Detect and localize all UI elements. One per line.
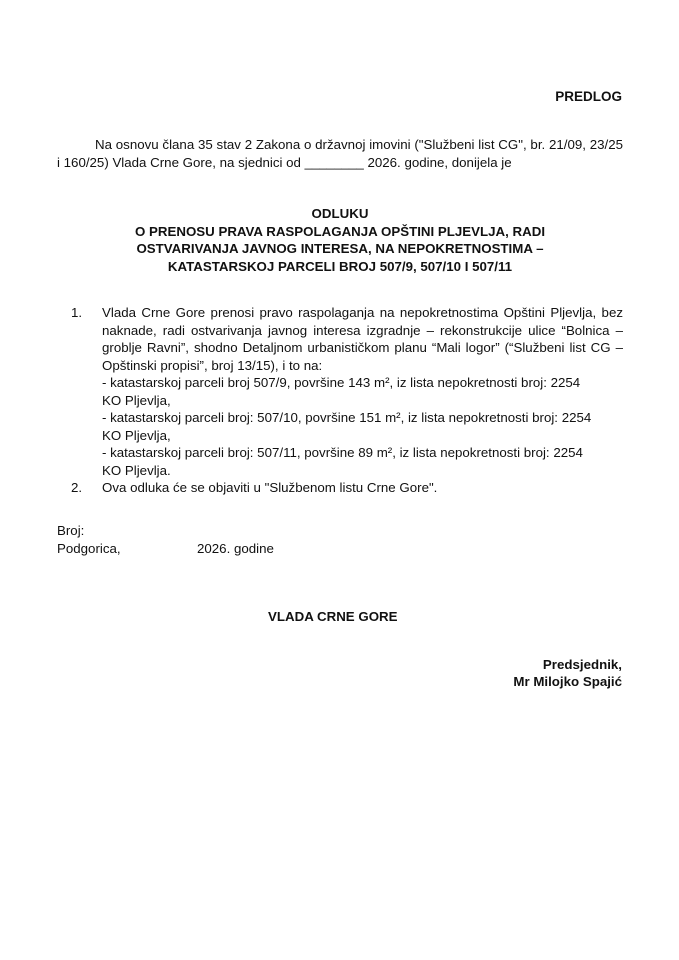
article-number: 1. <box>71 305 83 320</box>
parcel-line-2: KO Pljevlja, <box>102 392 171 408</box>
preamble <box>57 136 623 171</box>
parcel-item <box>80 409 623 444</box>
article-text: Vlada Crne Gore prenosi pravo raspolaganja na nepokretnostima Opštini Pljevlja, bez naknade, radi ostvarivanja javnog interesa izgradnje – rekonstrukcije ulice “Bolnica – groblje Ravni”, shodno Detaljnom urbanističkom planu “Mali logor” (“Službeni list CG – Opštinski propisi”, broj 13/15), i to na: <box>102 305 623 373</box>
article-2 <box>57 479 623 497</box>
article-text: Ova odluka će se objaviti u "Službenom listu Crne Gore". <box>102 480 438 495</box>
title-line-4: KATASTARSKOJ PARCELI BROJ 507/9, 507/10 I 507/11 <box>167 258 513 274</box>
title-line-3: OSTVARIVANJA JAVNOG INTERESA, NA NEPOKRETNOSTIMA – <box>136 241 544 256</box>
article-1 <box>57 304 623 479</box>
document-number-label: Broj: <box>57 523 85 538</box>
parcel-line-1: - katastarskoj parceli broj 507/9, površine 143 m², iz lista nepokretnosti broj: 2254 <box>102 375 581 390</box>
parcel-line-1: - katastarskoj parceli broj: 507/11, površine 89 m², iz lista nepokretnosti broj: 2254 <box>102 445 583 460</box>
government-signature: VLADA CRNE GORE <box>268 609 398 624</box>
title-line-2: O PRENOSU PRAVA RASPOLAGANJA OPŠTINI PLJEVLJA, RADI <box>134 223 546 239</box>
year-label: 2026. godine <box>197 541 274 556</box>
parcel-line-1: - katastarskoj parceli broj: 507/10, površine 151 m², iz lista nepokretnosti broj: 2254 <box>102 410 592 425</box>
parcel-line-2: KO Pljevlja. <box>102 462 171 478</box>
preamble-text: Na osnovu člana 35 stav 2 Zakona o državnoj imovini ("Službeni list CG", br. 21/09, 23/25 i 160/25) Vlada Crne Gore, na sjednici od ________ 2026. godine, donijela je <box>57 137 623 170</box>
decision-title <box>57 205 623 275</box>
article-number: 2. <box>71 480 83 495</box>
title-line-1: ODLUKU <box>311 206 369 221</box>
president-title: Predsjednik, <box>542 657 622 672</box>
document-label: PREDLOG <box>555 89 622 104</box>
parcel-item <box>80 374 623 409</box>
place-label: Podgorica, <box>57 541 121 556</box>
president-name: Mr Milojko Spajić <box>513 674 622 689</box>
parcel-item <box>80 444 623 479</box>
parcel-line-2: KO Pljevlja, <box>102 427 171 443</box>
articles-list <box>57 304 623 497</box>
